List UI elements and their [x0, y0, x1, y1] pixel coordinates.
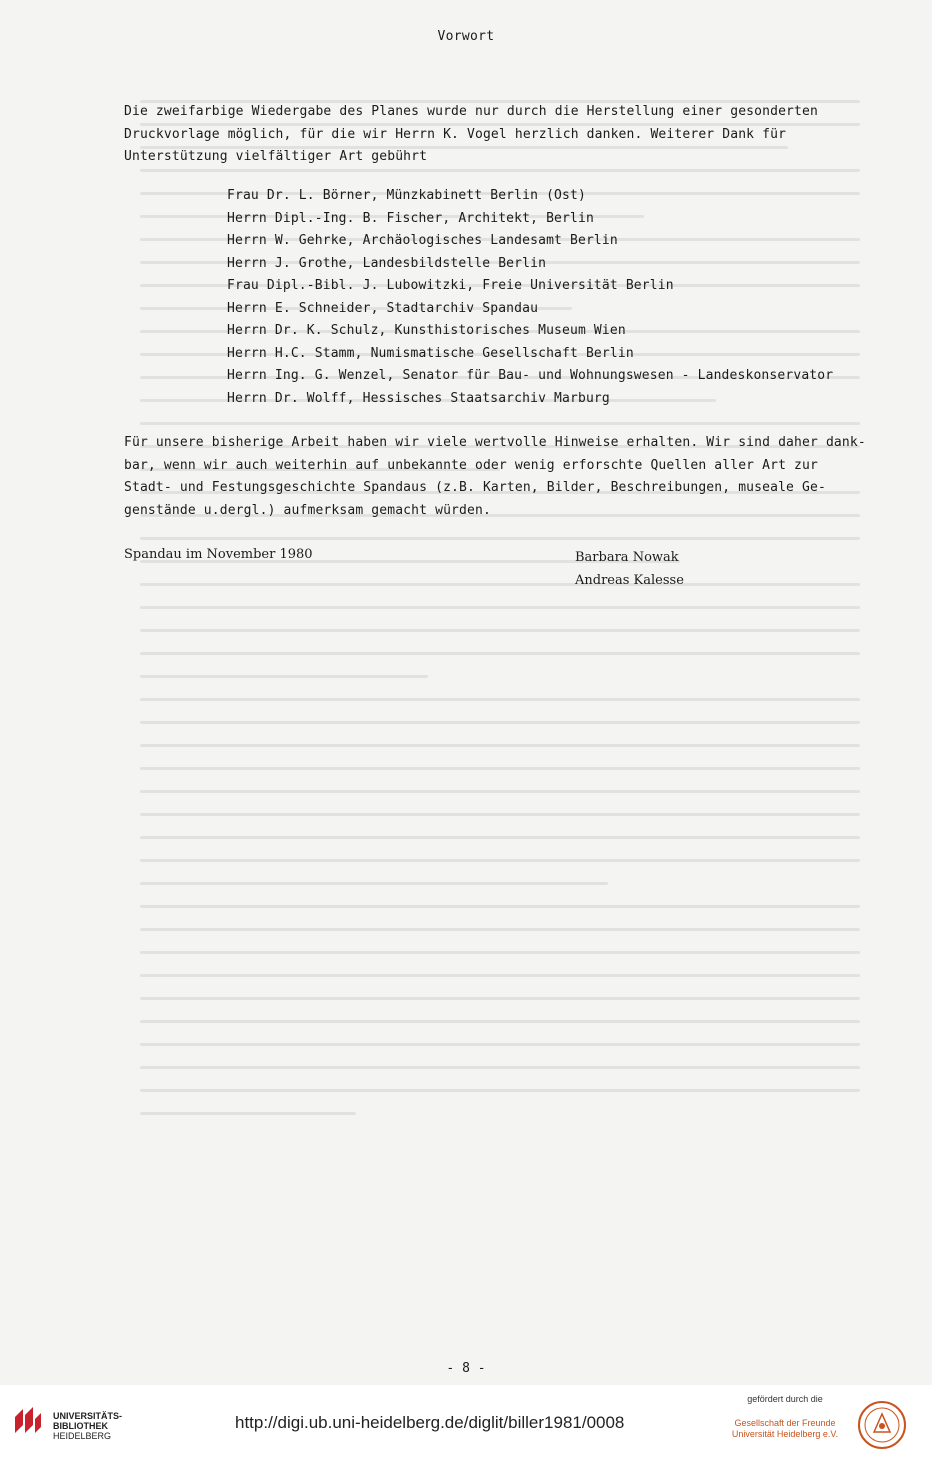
list-item: Herrn Dipl.-Ing. B. Fischer, Architekt, Berlin — [227, 210, 594, 226]
permalink-url[interactable]: http://digi.ub.uni-heidelberg.de/diglit/biller1981/0008 — [235, 1413, 625, 1432]
author-name: Barbara Nowak — [575, 550, 679, 565]
list-item: Herrn H.C. Stamm, Numismatische Gesellschaft Berlin — [227, 345, 634, 361]
thanks-list — [227, 185, 833, 410]
library-name[interactable] — [53, 1411, 122, 1441]
sponsor-name — [722, 1418, 848, 1440]
library-name-line: HEIDELBERG — [53, 1431, 112, 1441]
text-line: Die zweifarbige Wiedergabe des Planes wurde nur durch die Herstellung einer gesonderten — [124, 104, 818, 119]
digitization-footer — [0, 1385, 932, 1459]
list-item: Herrn W. Gehrke, Archäologisches Landesamt Berlin — [227, 233, 618, 248]
list-item: Frau Dipl.-Bibl. J. Lubowitzki, Freie Universität Berlin — [227, 278, 674, 293]
text-line: genstände u.dergl.) aufmerksam gemacht würden. — [124, 502, 491, 518]
paragraph-request-for-sources — [124, 432, 866, 522]
author-name: Andreas Kalesse — [575, 572, 684, 588]
author-signatures — [575, 547, 684, 592]
list-item: Herrn Dr. Wolff, Hessisches Staatsarchiv Marburg — [227, 390, 610, 406]
list-item: Herrn Ing. G. Wenzel, Senator für Bau- und Wohnungswesen - Landeskonservator — [227, 368, 834, 383]
list-item: Herrn E. Schneider, Stadtarchiv Spandau — [227, 300, 539, 316]
text-line: Stadt- und Festungsgeschichte Spandaus (z.B. Karten, Bilder, Beschreibungen, museale Ge- — [124, 480, 826, 495]
list-item: Herrn Dr. K. Schulz, Kunsthistorisches Museum Wien — [227, 323, 626, 338]
library-name-line: BIBLIOTHEK — [53, 1421, 108, 1431]
list-item: Frau Dr. L. Börner, Münzkabinett Berlin (Ost) — [227, 188, 586, 203]
sponsor-line: Universität Heidelberg e.V. — [731, 1429, 839, 1439]
university-seal-icon — [857, 1400, 907, 1450]
running-head: Vorwort — [437, 29, 495, 44]
library-name-line: UNIVERSITÄTS- — [53, 1411, 123, 1421]
place-and-date: Spandau im November 1980 — [124, 547, 313, 562]
text-line: Unterstützung vielfältiger Art gebührt — [124, 149, 428, 164]
paragraph-acknowledgement-intro — [124, 101, 854, 169]
text-line: Druckvorlage möglich, für die wir Herrn K. Vogel herzlich danken. Weiterer Dank für — [124, 126, 787, 142]
ub-heidelberg-logo-icon[interactable] — [11, 1403, 45, 1437]
text-line: Für unsere bisherige Arbeit haben wir viele wertvolle Hinweise erhalten. Wir sind daher dank- — [124, 435, 866, 450]
sponsor-line: Gesellschaft der Freunde — [734, 1418, 836, 1428]
text-line: bar, wenn wir auch weiterhin auf unbekannte oder wenig erforschte Quellen aller Art zur — [124, 457, 818, 473]
sponsor-label: gefördert durch die — [747, 1394, 823, 1404]
sponsor-block[interactable] — [722, 1394, 848, 1440]
list-item: Herrn J. Grothe, Landesbildstelle Berlin — [227, 255, 547, 271]
page-number: - 8 - — [446, 1361, 486, 1376]
